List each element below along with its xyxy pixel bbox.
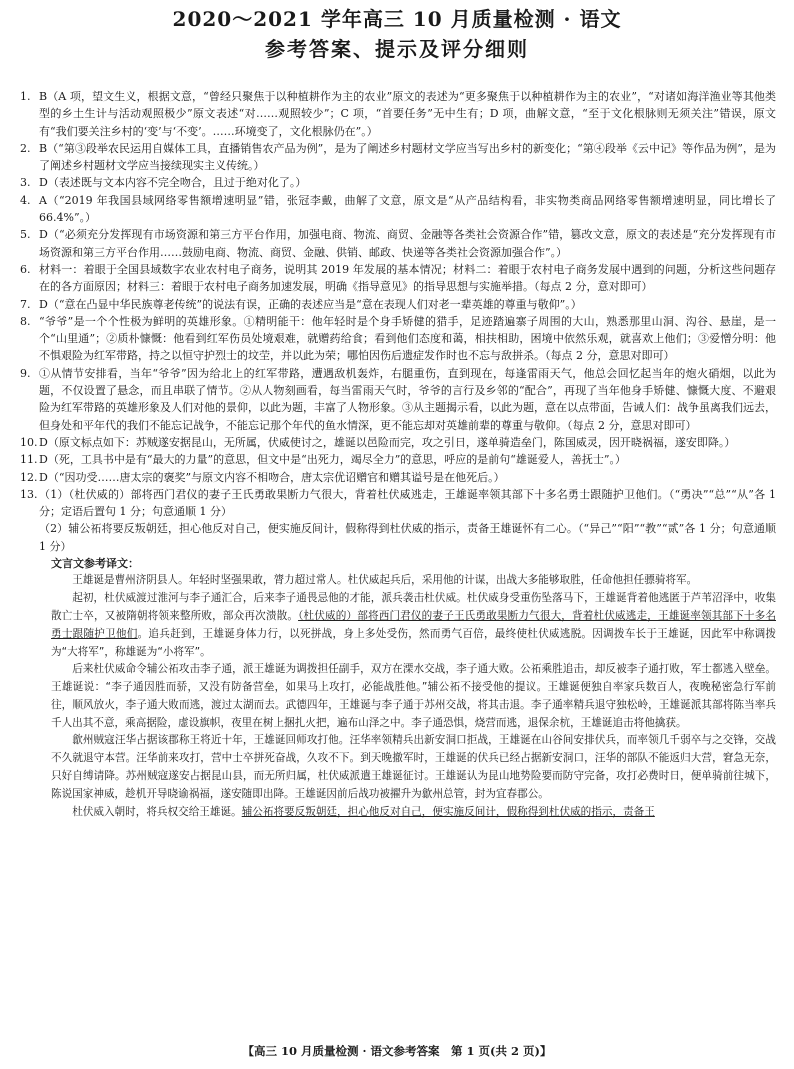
answer-item-9 bbox=[20, 365, 776, 434]
item-number: 6. bbox=[20, 262, 31, 276]
item-text: D（表述既与文本内容不完全吻合，且过于绝对化了。） bbox=[39, 176, 307, 190]
document-title: 2020～2021 学年高三 10 月质量检测 · 语文 bbox=[172, 7, 622, 31]
answer-item-1 bbox=[20, 88, 776, 140]
underlined-translation-text: （杜伏威的）部将西门君仪的妻子王氏勇敢果断力气很大，背着杜伏威逃走，王雄诞率领其部下十多名勇士跟随护卫他们 bbox=[51, 609, 776, 640]
item-number: 11. bbox=[20, 453, 38, 467]
item-text: 材料一：着眼于全国县域数字农业农村电子商务，说明其 2019 年发展的基本情况；材料二：着眼于农村电子商务发展中遇到的问题，分析这些问题存在的各方面原因；材料三：着眼于农村电子商务加速发展，明确《指导意见》的指导思想与实施举措。（每点 2 分，意对即可） bbox=[39, 262, 776, 294]
item-text: “爷爷”是一个个性极为鲜明的英雄形象。①精明能干：他年轻时是个身手矫健的猎手，足迹踏遍寨子周围的大山，熟悉那里山洞、沟谷、悬崖，是一个“山里通”；②质朴慷慨：他看到红军伤员处境艰难，就赠药给食；看到他们态度和蔼，相扶相助，困境中依然乐观，就喜欢上他们；③爱憎分明：他不惧艰险为红军带路，持之以恒守护烈士的坟茔，并以此为荣；哪怕因伤后遗症发作时也不忘与敌拼杀。（每点 2 分，意思对即可） bbox=[39, 314, 776, 363]
item-number: 12. bbox=[20, 470, 38, 484]
item-number: 9. bbox=[20, 366, 31, 380]
page-footer: 【高三 10 月质量检测 · 语文参考答案 第 1 页(共 2 页)】 bbox=[242, 1044, 552, 1058]
answer-item-11 bbox=[20, 451, 776, 468]
item-number: 13. bbox=[20, 487, 38, 501]
item-number: 7. bbox=[20, 297, 31, 311]
answer-item-8 bbox=[20, 313, 776, 365]
item-number: 4. bbox=[20, 193, 31, 207]
translation-paragraph-2 bbox=[20, 590, 776, 661]
answer-item-13 bbox=[20, 486, 776, 521]
item-text: D（“必须充分发挥现有市场资源和第三方平台作用，加强电商、物流、商贸、金融等各类社会资源合作”错，篡改文意，原文的表述是“充分发挥现有市场资源和第三方平台作用……鼓励电商、物流、商贸、金融、供销、邮政、快递等各类社会资源加强合作”。） bbox=[39, 228, 776, 259]
answer-item-4 bbox=[20, 192, 776, 227]
item-text: （1）（杜伏威的）部将西门君仪的妻子王氏勇敢果断力气很大，背着杜伏威逃走，王雄诞率领其部下十多名勇士跟随护卫他们。（“勇决”“总”“从”各 1 分；定语后置句 1 分；句意通顺 1 分） bbox=[39, 487, 776, 519]
answer-item-10 bbox=[20, 434, 776, 451]
translation-text: 杜伏威入朝时，将兵权交给王雄诞。 bbox=[72, 805, 242, 818]
translation-paragraph-4: 歙州贼寇汪华占据该郡称王将近十年，王雄诞回师攻打他。汪华率领精兵出新安洞口拒战，王雄诞在山谷间安排伏兵，而率领几千弱卒与之交锋，交战不久就退守本营。汪华前来攻打，营中士卒拼死奋战，久攻不下。到天晚撤军时，王雄诞的伏兵已经占据新安洞口，汪华的部队不能返归大营，窘急无奈，只好自缚请降。苏州贼寇遂安占据昆山县，而无所归属，杜伏威派遣王雄诞征讨。王雄诞认为昆山地势险要而防守完备，攻打必费时日，便单骑前往城下，陈说国家神威，趁机开导晓谕祸福，遂安随即出降。王雄诞因前后战功被擢升为歙州总管，封为宜春郡公。 bbox=[51, 734, 776, 800]
answer-item-6 bbox=[20, 261, 776, 296]
item-number: 10. bbox=[20, 435, 38, 449]
translation-text: 。追兵赶到，王雄诞身体力行，以死拼战，身上多处受伤，然而勇气百倍，最终使杜伏威逃脱。因调拨车长于王雄诞，因此军中称调拨为“大将军”，称雄诞为“小将军”。 bbox=[51, 627, 777, 658]
item-number: 1. bbox=[20, 90, 31, 103]
answer-item-5 bbox=[20, 226, 776, 261]
translation-paragraph-3: 后来杜伏威命令辅公祏攻击李子通，派王雄诞为调拨担任副手，双方在溧水交战，李子通大败。公祏乘胜追击，却反被李子通打败，军士都逃入壁垒。王雄诞说：“李子通因胜而骄，又没有防备营垒，如果马上攻打，必能战胜他。”辅公祏不接受他的提议。王雄诞便独自率家兵数百人，夜晚秘密急行军前往，顺风放火，李子通大败而逃，渡过太湖而去。武德四年，王雄诞与李子通于苏州交战，将其击退。李子通率精兵退守独松岭，王雄诞派其部将陈当率兵千人出其不意，乘高据险，虚设旗帜，夜里在树上捆扎火把，遍布山泽之中。李子通恐惧，烧营而逃，退保余杭，王雄诞追击将他擒获。 bbox=[51, 663, 776, 729]
answer-item-12 bbox=[20, 469, 776, 486]
document-subtitle: 参考答案、提示及评分细则 bbox=[265, 37, 529, 61]
item-number: 8. bbox=[20, 314, 31, 328]
answer-item-13-part-2: （2）辅公祏将要反叛朝廷，担心他反对自己，便实施反间计，假称得到杜伏威的指示，责备王雄诞怀有二心。（“异己”“阳”“教”“贰”各 1 分；句意通顺 1 分） bbox=[39, 522, 776, 553]
item-text: D（“因功受……唐太宗的褒奖”与原文内容不相吻合，唐太宗优诏赠官和赠其谥号是在他死后。） bbox=[39, 470, 505, 484]
item-number: 5. bbox=[20, 228, 31, 242]
answer-item-2 bbox=[20, 140, 776, 175]
item-text: ①从情节安排看，当年“爷爷”因为给北上的红军带路，遭遇敌机轰炸，右腿重伤，直到现在，每逢雷雨天气，他总会回忆起当年的炮火硝烟，以此为题，不仅设置了悬念，而且串联了情节。②从人物刻画看，每当雷雨天气时，爷爷的言行及乡邻的“配合”，再现了当年他身手矫健、慷慨大度、不避艰险为红军带路的英雄形象及人们对他的景仰，以此为题，丰富了人物形象。③从主题揭示看，以此为题，意在以点带面，告诫人们：战争虽离我们远去，但身处和平年代的我们不能忘记战争，不能忘记那个年代的鱼水情深，更不能忘却对英雄前辈的尊重与敬仰。（每点 2 分，意思对即可） bbox=[39, 366, 776, 432]
item-text: B（“第③段举农民运用自媒体工具，直播销售农产品为例”，是为了阐述乡村题材文学应当写出乡村的新变化；“第④段举《云中记》等作品为例”，是为了阐述乡村题材文学应当接续现实主义传统。） bbox=[39, 141, 776, 173]
item-number: 3. bbox=[20, 176, 31, 190]
translation-paragraph-5 bbox=[20, 804, 776, 822]
item-text: B（A 项，望文生义，根据文意，“曾经只聚焦于以种植耕作为主的农业”原文的表述为“更多聚焦于以种植耕作为主的农业”，“对诸如海洋渔业等其他类型的乡土生计与活动观照极少”原文表述“对……观照较少”；C 项，“首要任务”无中生有；D 项，曲解文意，“至于文化根脉则无须关注”错误，原文有“我们要关注乡村的‘变’与‘不变’。……环境变了，文化根脉仍在”。） bbox=[39, 90, 776, 138]
translation-text: 起初，杜伏威渡过淮河与李子通汇合，后来李子通畏忌他的才能，派兵袭击杜伏威。杜伏威身受重伤坠落马下，王雄诞背着他逃匿于芦苇沼泽中，收集散亡士卒，又被隋朝将领来整所败，部众再次溃散。 bbox=[51, 592, 776, 622]
answer-item-7 bbox=[20, 296, 776, 313]
underlined-translation-text: 辅公祏将要反叛朝廷，担心他反对自己，便实施反间计，假称得到杜伏威的指示，责备王 bbox=[241, 805, 655, 818]
item-text: D（“意在凸显中华民族尊老传统”的说法有误，正确的表述应当是“意在表现人们对老一辈英雄的尊重与敬仰”。） bbox=[39, 297, 582, 311]
item-number: 2. bbox=[20, 141, 31, 155]
translation-heading: 文言文参考译文： bbox=[51, 557, 139, 571]
answer-content bbox=[20, 88, 776, 821]
item-text: D（原文标点如下：苏贼遂安据昆山，无所属，伏威使讨之，雄诞以邑险而完，攻之引日，遂单骑造垒门，陈国威灵，因开晓祸福，遂安即降。） bbox=[39, 435, 736, 449]
answer-item-3 bbox=[20, 174, 776, 191]
translation-paragraph-1: 王雄诞是曹州济阴县人。年轻时坚强果敢，膂力超过常人。杜伏威起兵后，采用他的计谋，出战大多能够取胜，任命他担任骠骑将军。 bbox=[72, 574, 698, 587]
item-text: D（死，工具书中是有“最大的力量”的意思，但文中是“出死力，竭尽全力”的意思，呼应的是前句“雄诞爱人，善抚士”。） bbox=[39, 453, 627, 467]
item-text: A（“2019 年我国县域网络零售额增速明显”错，张冠李戴，曲解了文意，原文是“从产品结构看，非实物类商品网络零售额增速明显，同比增长了 66.4%”。） bbox=[39, 193, 776, 225]
